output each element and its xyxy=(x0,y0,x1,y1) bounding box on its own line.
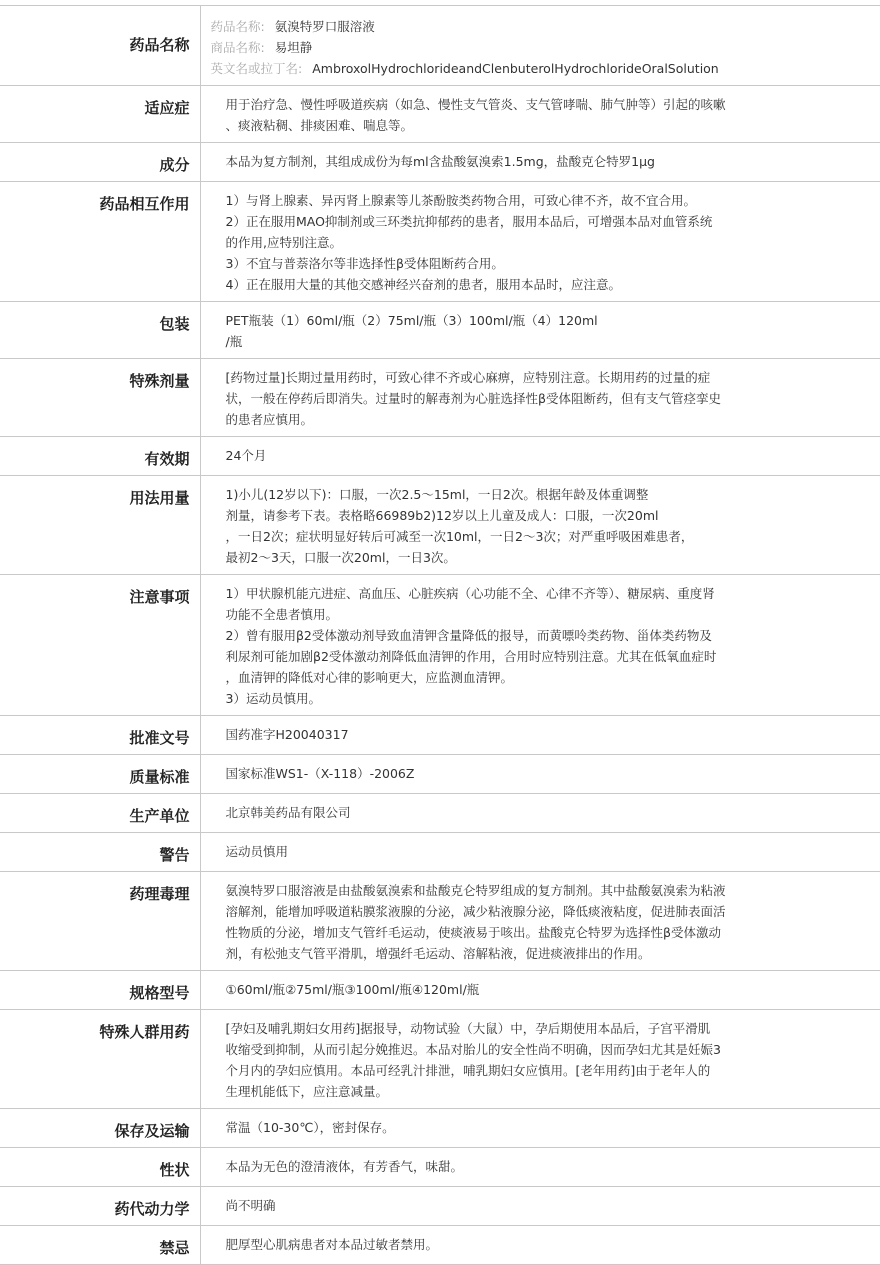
row-label: 有效期 xyxy=(0,437,200,476)
english-name-value: AmbroxolHydrochlorideandClenbuterolHydrochlorideOralSolution xyxy=(312,61,719,76)
value-line: 个月内的孕妇应慎用。本品可经乳汁排泄，哺乳期妇女应慎用。[老年用药]由于老年人的 xyxy=(225,1063,711,1078)
info-row xyxy=(0,575,880,716)
row-value xyxy=(200,794,880,833)
row-label: 规格型号 xyxy=(0,971,200,1010)
info-row xyxy=(0,143,880,182)
value-line: 氨溴特罗口服溶液是由盐酸氨溴索和盐酸克仑特罗组成的复方制剂。其中盐酸氨溴索为粘液 xyxy=(225,883,726,898)
row-value xyxy=(200,716,880,755)
row-value xyxy=(200,1148,880,1187)
generic-name-line xyxy=(211,16,871,37)
row-label: 注意事项 xyxy=(0,575,200,716)
value-line: 溶解剂，能增加呼吸道粘膜浆液腺的分泌，减少粘液腺分泌，降低痰液粘度，促进肺表面活 xyxy=(225,904,726,919)
row-label: 适应症 xyxy=(0,86,200,143)
info-row xyxy=(0,794,880,833)
drug-names-cell xyxy=(200,6,880,86)
row-value xyxy=(200,1010,880,1109)
row-value xyxy=(200,359,880,437)
english-name-key: 英文名或拉丁名: xyxy=(210,61,303,76)
row-label: 生产单位 xyxy=(0,794,200,833)
value-line: 国家标准WS1-（X-118）-2006Z xyxy=(225,766,415,781)
value-line: 性物质的分泌，增加支气管纤毛运动，使痰液易于咳出。盐酸克仑特罗为选择性β受体激动 xyxy=(225,925,721,940)
row-label: 禁忌 xyxy=(0,1226,200,1265)
row-drug-name xyxy=(0,6,880,86)
info-row xyxy=(0,302,880,359)
row-value xyxy=(200,182,880,302)
row-label: 性状 xyxy=(0,1148,200,1187)
row-label: 成分 xyxy=(0,143,200,182)
row-value xyxy=(200,755,880,794)
value-line: 国药准字H20040317 xyxy=(225,727,349,742)
info-row xyxy=(0,476,880,575)
value-line: [孕妇及哺乳期妇女用药]据报导，动物试验（大鼠）中，孕后期使用本品后，子宫平滑肌 xyxy=(225,1021,711,1036)
value-line: 运动员慎用 xyxy=(225,844,289,859)
value-line: 2）曾有服用β2受体激动剂导致血清钾含量降低的报导，而黄嘌呤类药物、甾体类药物及 xyxy=(225,628,712,643)
trade-name-key: 商品名称: xyxy=(210,40,265,55)
value-line: 3）运动员慎用。 xyxy=(225,691,321,706)
value-line: PET瓶装（1）60ml/瓶（2）75ml/瓶（3）100ml/瓶（4）120ml xyxy=(225,313,598,328)
row-label: 包装 xyxy=(0,302,200,359)
value-line: 用于治疗急、慢性呼吸道疾病（如急、慢性支气管炎、支气管哮喘、肺气肿等）引起的咳嗽 xyxy=(225,97,726,112)
row-label: 保存及运输 xyxy=(0,1109,200,1148)
row-value xyxy=(200,86,880,143)
value-line: 本品为复方制剂，其组成成份为每ml含盐酸氨溴索1.5mg，盐酸克仑特罗1μg xyxy=(225,154,655,169)
value-line: 3）不宜与普萘洛尔等非选择性β受体阻断药合用。 xyxy=(225,256,504,271)
value-line: 功能不全患者慎用。 xyxy=(225,607,339,622)
row-label: 警告 xyxy=(0,833,200,872)
value-line: 1）甲状腺机能亢进症、高血压、心脏疾病（心功能不全、心律不齐等）、糖尿病、重度肾 xyxy=(225,586,715,601)
info-row xyxy=(0,1010,880,1109)
row-value xyxy=(200,575,880,716)
value-line: 1）与肾上腺素、异丙肾上腺素等儿茶酚胺类药物合用，可致心律不齐，故不宜合用。 xyxy=(225,193,696,208)
row-value xyxy=(200,437,880,476)
value-line: 的作用,应特别注意。 xyxy=(225,235,342,250)
value-line: [药物过量]长期过量用药时，可致心律不齐或心麻痹，应特别注意。长期用药的过量的症 xyxy=(225,370,711,385)
value-line: 利尿剂可能加剧β2受体激动剂降低血清钾的作用，合用时应特别注意。尤其在低氧血症时 xyxy=(225,649,717,664)
info-row xyxy=(0,359,880,437)
value-line: 生理机能低下，应注意减量。 xyxy=(225,1084,389,1099)
info-row xyxy=(0,1148,880,1187)
info-row xyxy=(0,971,880,1010)
row-value xyxy=(200,872,880,971)
value-line: /瓶 xyxy=(225,334,243,349)
value-line: 北京韩美药品有限公司 xyxy=(225,805,351,820)
value-line: ①60ml/瓶②75ml/瓶③100ml/瓶④120ml/瓶 xyxy=(225,982,480,997)
info-row xyxy=(0,833,880,872)
row-label: 批准文号 xyxy=(0,716,200,755)
drug-info-body xyxy=(0,6,880,1265)
row-label: 药品相互作用 xyxy=(0,182,200,302)
drug-info-table xyxy=(0,5,880,1265)
info-row xyxy=(0,1109,880,1148)
row-value xyxy=(200,833,880,872)
english-name-line xyxy=(211,58,871,79)
row-value xyxy=(200,302,880,359)
value-line: 尚不明确 xyxy=(225,1198,276,1213)
row-label: 药代动力学 xyxy=(0,1187,200,1226)
value-line: ，血清钾的降低对心律的影响更大，应监测血清钾。 xyxy=(225,670,514,685)
value-line: 2）正在服用MAO抑制剂或三环类抗抑郁药的患者，服用本品后，可增强本品对血管系统 xyxy=(225,214,713,229)
value-line: 肥厚型心肌病患者对本品过敏者禁用。 xyxy=(225,1237,439,1252)
value-line: 最初2～3天，口服一次20ml，一日3次。 xyxy=(225,550,456,565)
info-row xyxy=(0,755,880,794)
value-line: 状，一般在停药后即消失。过量时的解毒剂为心脏选择性β受体阻断药，但有支气管痉挛史 xyxy=(225,391,721,406)
row-label: 特殊剂量 xyxy=(0,359,200,437)
value-line: 本品为无色的澄清液体，有芳香气，味甜。 xyxy=(225,1159,464,1174)
trade-name-value: 易坦静 xyxy=(274,40,313,55)
row-label: 特殊人群用药 xyxy=(0,1010,200,1109)
value-line: 4）正在服用大量的其他交感神经兴奋剂的患者，服用本品时，应注意。 xyxy=(225,277,621,292)
info-row xyxy=(0,872,880,971)
value-line: 剂量，请参考下表。表格略66989b2)12岁以上儿童及成人：口服，一次20ml xyxy=(225,508,659,523)
info-row xyxy=(0,437,880,476)
row-label: 用法用量 xyxy=(0,476,200,575)
trade-name-line xyxy=(211,37,871,58)
row-value xyxy=(200,971,880,1010)
info-row xyxy=(0,86,880,143)
row-value xyxy=(200,476,880,575)
row-value xyxy=(200,143,880,182)
value-line: 24个月 xyxy=(225,448,267,463)
info-row xyxy=(0,716,880,755)
value-line: 收缩受到抑制，从而引起分娩推迟。本品对胎儿的安全性尚不明确，因而孕妇尤其是妊娠3 xyxy=(225,1042,721,1057)
info-row xyxy=(0,1226,880,1265)
row-label: 药品名称 xyxy=(0,6,200,86)
value-line: ，一日2次；症状明显好转后可减至一次10ml，一日2～3次；对严重呼吸困难患者， xyxy=(225,529,694,544)
value-line: 常温（10-30℃），密封保存。 xyxy=(225,1120,395,1135)
value-line: 的患者应慎用。 xyxy=(225,412,314,427)
row-label: 药理毒理 xyxy=(0,872,200,971)
row-label: 质量标准 xyxy=(0,755,200,794)
generic-name-key: 药品名称: xyxy=(210,19,265,34)
generic-name-value: 氨溴特罗口服溶液 xyxy=(274,19,375,34)
row-value xyxy=(200,1109,880,1148)
row-value xyxy=(200,1226,880,1265)
info-row xyxy=(0,182,880,302)
value-line: 1)小儿(12岁以下)：口服，一次2.5～15ml，一日2次。根据年龄及体重调整 xyxy=(225,487,649,502)
value-line: 、痰液粘稠、排痰困难、喘息等。 xyxy=(225,118,414,133)
value-line: 剂，有松弛支气管平滑肌，增强纤毛运动、溶解粘液，促进痰液排出的作用。 xyxy=(225,946,651,961)
